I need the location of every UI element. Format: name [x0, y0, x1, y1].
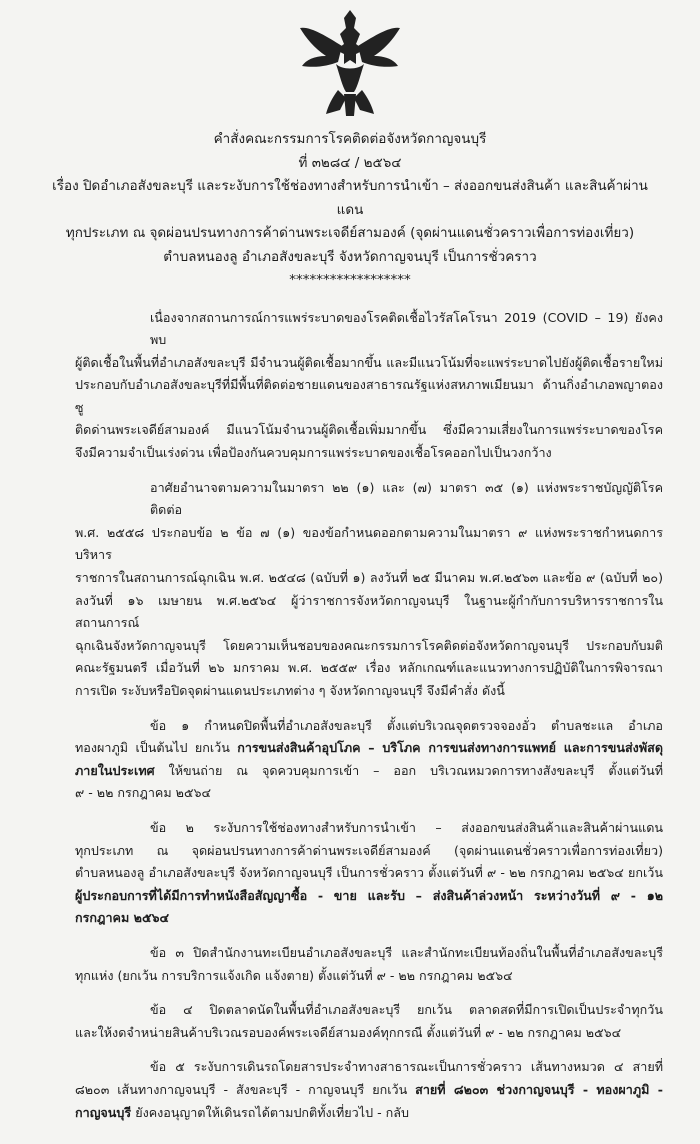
text-line [75, 419, 663, 442]
text-line [75, 999, 663, 1022]
text-line [75, 942, 663, 965]
document-body [0, 307, 700, 1125]
text-line [75, 442, 663, 465]
text-segment: ติดด่านพระเจดีย์สามองค์ มีแนวโน้มจำนวนผู้ติดเชื้อเพิ่มมากขึ้น ซึ่งมีความเสี่ยงในการแพร่ระบาดของโรค [75, 422, 663, 438]
text-segment: เนื่องจากสถานการณ์การแพร่ระบาดของโรคติดเชื้อไวรัสโคโรนา 2019 (COVID – 19) ยังคงพบ [150, 309, 663, 348]
text-line [75, 477, 663, 522]
text-segment: ข้อ ๓ ปิดสำนักงานทะเบียนอำเภอสังขละบุรี และสำนักทะเบียนท้องถิ่นในพื้นที่อำเภอสังขละบุรี [150, 944, 663, 960]
text-line [75, 885, 663, 908]
text-segment: ฉุกเฉินจังหวัดกาญจนบุรี โดยความเห็นชอบของคณะกรรมการโรคติดต่อจังหวัดกาญจนบุรี ประกอบกับมติ [75, 637, 663, 653]
text-line [75, 737, 663, 760]
text-line [75, 1022, 663, 1045]
text-line [75, 965, 663, 988]
text-line [75, 782, 663, 805]
clause-1 [75, 715, 663, 805]
text-line [75, 760, 663, 783]
authority-paragraph [75, 477, 663, 703]
garuda-emblem-icon [296, 6, 404, 118]
bold-text: สายที่ ๘๒๐๓ ช่วงกาญจนบุรี - ทองผาภูมิ - [415, 1081, 663, 1097]
text-line [75, 1079, 663, 1102]
text-line [75, 715, 663, 738]
text-line [75, 840, 663, 863]
bold-text: ภายในประเทศ [75, 762, 155, 778]
text-segment: ราชการในสถานการณ์ฉุกเฉิน พ.ศ. ๒๕๔๘ (ฉบับที่ ๑) ลงวันที่ ๒๕ มีนาคม พ.ศ.๒๕๖๓ และข้อ ๙ (ฉบับที่ ๒๐) [75, 570, 663, 586]
text-segment: ประกอบกับอำเภอสังขละบุรีที่มีพื้นที่ติดต่อชายแดนของสาธารณรัฐแห่งสหภาพเมียนมา ด้านกิ่งอำเภอพญาตองซู [75, 377, 663, 415]
text-segment: อาศัยอำนาจตามความในมาตรา ๒๒ (๑) และ (๗) มาตรา ๓๕ (๑) แห่งพระราชบัญญัติโรคติดต่อ [150, 479, 663, 518]
text-line [75, 374, 663, 419]
order-title: คำสั่งคณะกรรมการโรคติดต่อจังหวัดกาญจนบุรี [213, 131, 487, 147]
text-segment: ผู้ติดเชื้อในพื้นที่อำเภอสังขละบุรี มีจำนวนผู้ติดเชื้อมากขึ้น และมีแนวโน้มที่จะแพร่ระบาดไปยังผู้ติดเชื้อรายใหม่ [75, 354, 663, 370]
text-segment: ลงวันที่ ๑๖ เมษายน พ.ศ.๒๕๖๔ ผู้ว่าราชการจังหวัดกาญจนบุรี ในฐานะผู้กำกับการบริหารราชการในสถานการณ์ [75, 592, 663, 631]
clause-3 [75, 942, 663, 987]
document-header [50, 128, 650, 293]
text-segment: ข้อ ๔ ปิดตลาดนัดในพื้นที่อำเภอสังขละบุรี ยกเว้น ตลาดสดที่มีการเปิดเป็นประจำทุกวัน [150, 1002, 663, 1018]
order-subject-line-2: ทุกประเภท ณ จุดผ่อนปรนทางการค้าด่านพระเจดีย์สามองค์ (จุดผ่านแดนชั่วคราวเพื่อการท่องเที่ยว) [65, 225, 635, 241]
text-line [75, 817, 663, 840]
bold-text: กาญจนบุรี [75, 1104, 132, 1120]
text-segment: ทองผาภูมิ เป็นต้นไป ยกเว้น [75, 740, 238, 756]
text-line [75, 1102, 663, 1125]
text-line [75, 352, 663, 375]
bold-text: กรกฎาคม ๒๕๖๔ [75, 910, 170, 926]
order-subject-line-3: ตำบลหนองลู อำเภอสังขละบุรี จังหวัดกาญจนบุรี เป็นการชั่วคราว [163, 248, 537, 265]
text-line [75, 862, 663, 885]
text-segment: ยังคงอนุญาตให้เดินรถได้ตามปกติทั้งเที่ยวไป - กลับ [131, 1104, 409, 1120]
text-segment: ข้อ ๑ กำหนดปิดพื้นที่อำเภอสังขละบุรี ตั้งแต่บริเวณจุดตรวจจองอั่ว ตำบลชะแล อำเภอ [150, 717, 663, 733]
text-segment: ๙ - ๒๒ กรกฎาคม ๒๕๖๔ [75, 785, 212, 801]
text-segment: และให้งดจำหน่ายสินค้าบริเวณรอบองค์พระเจดีย์สามองค์ทุกกรณี ตั้งแต่วันที่ ๙ - ๒๒ กรกฎาคม ๒๕๖๔ [75, 1024, 622, 1040]
text-line [75, 307, 663, 352]
text-segment: ๘๒๐๓ เส้นทางกาญจนบุรี - สังขละบุรี - กาญจนบุรี ยกเว้น [75, 1081, 416, 1097]
text-segment: จึงมีความจำเป็นเร่งด่วน เพื่อป้องกันควบคุมการแพร่ระบาดของเชื้อโรคออกไปเป็นวงกว้าง [75, 445, 552, 461]
order-number: ที่ ๓๒๘๔ / ๒๕๖๔ [298, 154, 402, 171]
text-line [75, 635, 663, 658]
text-line [75, 590, 663, 635]
text-segment: ทุกแห่ง (ยกเว้น การบริการแจ้งเกิด แจ้งตาย) ตั้งแต่วันที่ ๙ - ๒๒ กรกฎาคม ๒๕๖๔ [75, 967, 513, 983]
text-line [75, 567, 663, 590]
text-line [75, 680, 663, 703]
clause-4 [75, 999, 663, 1044]
text-line [75, 522, 663, 567]
text-segment: ทุกประเภท ณ จุดผ่อนปรนทางการค้าด่านพระเจดีย์สามองค์ (จุดผ่านแดนชั่วคราวเพื่อการท่องเที่ยว) [75, 842, 663, 858]
text-segment: ข้อ ๕ ระงับการเดินรถโดยสารประจำทางสาธารณะเป็นการชั่วคราว เส้นทางหมวด ๔ สายที่ [150, 1059, 663, 1075]
order-subject-line-1: เรื่อง ปิดอำเภอสังขละบุรี และระงับการใช้ช่องทางสำหรับการนำเข้า – ส่งออกขนส่งสินค้า และสินค้าผ่านแดน [52, 178, 648, 218]
text-line [75, 907, 663, 930]
text-segment: พ.ศ. ๒๕๕๘ ประกอบข้อ ๒ ข้อ ๗ (๑) ของข้อกำหนดออกตามความในมาตรา ๙ แห่งพระราชกำหนดการบริหาร [75, 524, 663, 563]
text-line [75, 1056, 663, 1079]
text-segment: คณะรัฐมนตรี เมื่อวันที่ ๒๖ มกราคม พ.ศ. ๒๕๕๙ เรื่อง หลักเกณฑ์และแนวทางการปฏิบัติในการพิจารณา [75, 660, 663, 676]
separator: ****************** [289, 272, 411, 288]
text-segment: ตำบลหนองลู อำเภอสังขละบุรี จังหวัดกาญจนบุรี เป็นการชั่วคราว ตั้งแต่วันที่ ๙ - ๒๒ กรกฎาคม ๒๕๖๔ ยกเว้น [75, 865, 663, 881]
clause-5 [75, 1056, 663, 1124]
intro-paragraph [75, 307, 663, 465]
text-segment: การเปิด ระงับหรือปิดจุดผ่านแดนประเภทต่าง ๆ จังหวัดกาญจนบุรี จึงมีคำสั่ง ดังนี้ [75, 683, 505, 698]
clause-2 [75, 817, 663, 930]
bold-text: ผู้ประกอบการที่ได้มีการทำหนังสือสัญญาซื้อ - ขาย และรับ – ส่งสินค้าล่วงหน้า ระหว่างวันที่ ๙ - ๑๒ [75, 887, 663, 903]
text-segment: ข้อ ๒ ระงับการใช้ช่องทางสำหรับการนำเข้า – ส่งออกขนส่งสินค้าและสินค้าผ่านแดน [150, 819, 663, 835]
bold-text: การขนส่งสินค้าอุปโภค – บริโภค การขนส่งทางการแพทย์ และการขนส่งพัสดุ [237, 740, 663, 756]
text-line [75, 657, 663, 680]
text-segment: ให้ขนถ่าย ณ จุดควบคุมการเข้า – ออก บริเวณหมวดการทางสังขละบุรี ตั้งแต่วันที่ [154, 762, 663, 778]
